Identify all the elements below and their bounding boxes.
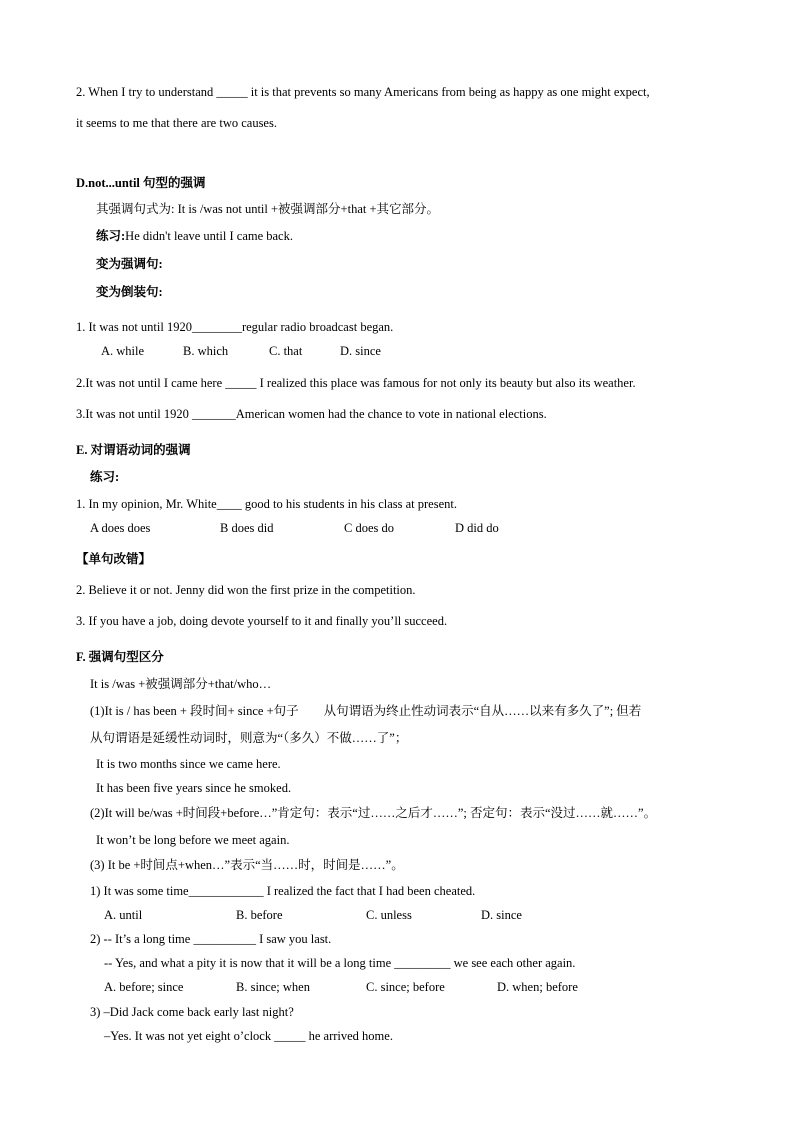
section-d-title: D.not...until 句型的强调 — [76, 176, 206, 190]
inverted-label: 变为倒装句: — [96, 285, 163, 299]
option-a: A. until — [104, 908, 143, 922]
section-d-formula: 其强调句式为: It is /was not until +被强调部分+that +其它部分。 — [96, 202, 440, 216]
practice-2-line-2: -- Yes, and what a pity it is now that it will be a long time _________ we see each other again. — [104, 956, 576, 970]
example-2: It won’t be long before we meet again. — [96, 833, 290, 847]
option-d: D did do — [455, 521, 499, 535]
emphatic-label: 变为强调句: — [96, 257, 163, 271]
example-1a: It is two months since we came here. — [96, 757, 281, 771]
option-b: B. since; when — [236, 980, 310, 994]
question-2-line-1: 2. When I try to understand _____ it is that prevents so many Americans from being as happy as one might expect, — [76, 85, 650, 99]
section-e-question-3: 3. If you have a job, doing devote yourself to it and finally you’ll succeed. — [76, 614, 448, 628]
practice-2-line-1: 2) -- It’s a long time __________ I saw you last. — [90, 932, 332, 946]
example-1b: It has been five years since he smoked. — [96, 781, 292, 795]
option-b: B does did — [220, 521, 274, 535]
option-d: D. when; before — [497, 980, 578, 994]
practice-label: 练习: — [96, 229, 126, 243]
rule-1-line-2: 从句谓语是延缓性动词时，则意为“（多久）不做……了”； — [90, 731, 408, 745]
section-d-question-3: 3.It was not until 1920 _______American women had the chance to vote in national elections. — [76, 407, 547, 421]
option-a: A. before; since — [104, 980, 184, 994]
practice-3-line-1: 3) –Did Jack come back early last night? — [90, 1005, 294, 1019]
rule-3: (3) It be +时间点+when…”表示“当……时，时间是……”。 — [90, 858, 404, 872]
practice-1: 1) It was some time____________ I realized the fact that I had been cheated. — [90, 884, 476, 898]
option-c: C. unless — [366, 908, 412, 922]
section-d-practice — [96, 228, 293, 244]
section-d-question-1: 1. It was not until 1920________regular radio broadcast began. — [76, 320, 394, 334]
question-2-line-2: it seems to me that there are two causes. — [76, 116, 277, 130]
option-b: B. before — [236, 908, 283, 922]
section-e-practice-label: 练习: — [90, 470, 120, 484]
option-a: A does does — [90, 521, 151, 535]
option-b: B. which — [183, 344, 229, 358]
section-e-title: E. 对谓语动词的强调 — [76, 443, 191, 457]
practice-text: He didn't leave until I came back. — [125, 229, 293, 243]
correction-label: 【单句改错】 — [76, 552, 152, 566]
option-d: D. since — [340, 344, 381, 358]
section-e-question-2: 2. Believe it or not. Jenny did won the first prize in the competition. — [76, 583, 416, 597]
option-c: C does do — [344, 521, 394, 535]
section-e-question-1: 1. In my opinion, Mr. White____ good to his students in his class at present. — [76, 497, 457, 511]
practice-3-line-2: –Yes. It was not yet eight o’clock _____ he arrived home. — [104, 1029, 393, 1043]
section-f-title: F. 强调句型区分 — [76, 650, 164, 664]
option-c: C. since; before — [366, 980, 445, 994]
section-f-intro: It is /was +被强调部分+that/who… — [90, 677, 272, 691]
option-c: C. that — [269, 344, 303, 358]
option-d: D. since — [481, 908, 522, 922]
rule-2: (2)It will be/was +时间段+before…”肯定句：表示“过……之后才……”; 否定句：表示“没过……就……”。 — [90, 806, 657, 820]
option-a: A. while — [101, 344, 145, 358]
rule-1-line-1: (1)It is / has been + 段时间+ since +句子 从句谓语为终止性动词表示“自从……以来有多久了”; 但若 — [90, 704, 642, 718]
section-d-question-2: 2.It was not until I came here _____ I realized this place was famous for not only its beauty but also its weather. — [76, 376, 636, 390]
